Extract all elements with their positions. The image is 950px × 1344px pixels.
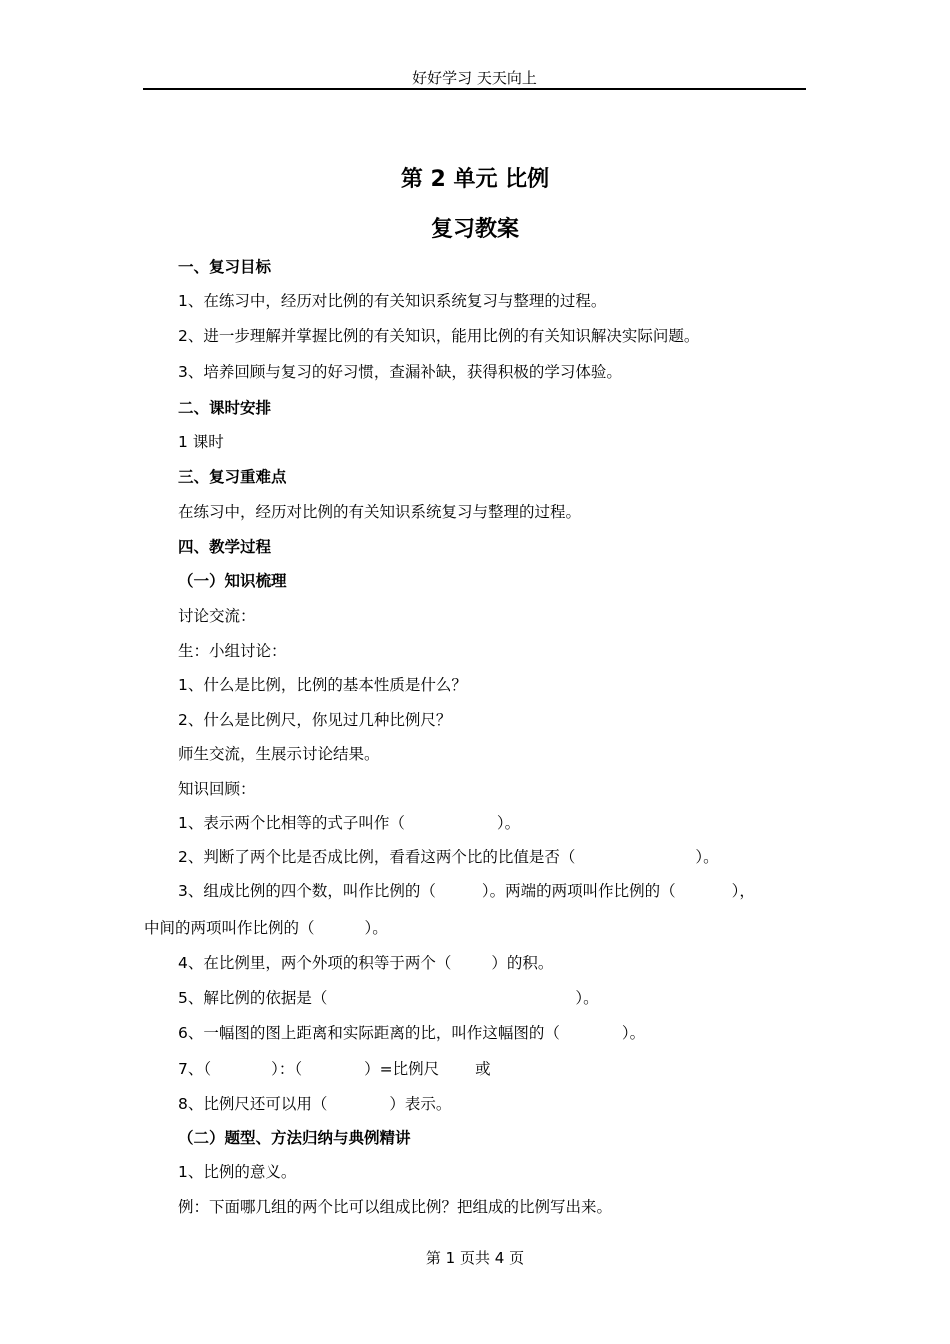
share-text: 师生交流，生展示讨论结果。 xyxy=(178,745,380,763)
question-2: 2、什么是比例尺，你见过几种比例尺？ xyxy=(178,711,452,729)
section-2-heading: 二、课时安排 xyxy=(178,399,272,417)
fill-item-1 xyxy=(178,811,520,835)
review-label: 知识回顾： xyxy=(178,780,256,798)
fill-item-4 xyxy=(178,951,553,975)
fill-3-text-b: ）。两端的两项叫作比例的（ xyxy=(481,882,676,900)
fill-5-text-a: 5、解比例的依据是（ xyxy=(178,989,328,1007)
fill-2-text-b: ）。 xyxy=(695,848,719,866)
fill-1-text-b: ）。 xyxy=(496,814,521,832)
section-4-heading: 四、教学过程 xyxy=(178,538,272,556)
part2-item-1: 1、比例的意义。 xyxy=(178,1163,297,1181)
section-3-heading: 三、复习重难点 xyxy=(178,468,287,486)
question-1: 1、什么是比例，比例的基本性质是什么？ xyxy=(178,676,467,694)
subsection-2-heading: （二）题型、方法归纳与典例精讲 xyxy=(178,1129,411,1147)
fill-3-text-a: 3、组成比例的四个数，叫作比例的（ xyxy=(178,882,436,900)
fill-3-text-c: ）， xyxy=(731,882,755,900)
fill-6-text-a: 6、一幅图的图上距离和实际距离的比，叫作这幅图的（ xyxy=(178,1024,560,1042)
fill-4-text-b: ）的积。 xyxy=(491,954,554,972)
fill-item-2 xyxy=(178,845,719,869)
fill-6-text-b: ）。 xyxy=(621,1024,646,1042)
fill-4-text-a: 4、在比例里，两个外项的积等于两个（ xyxy=(178,954,452,972)
objective-item-3: 3、培养回顾与复习的好习惯，查漏补缺，获得积极的学习体验。 xyxy=(178,363,622,381)
section-1-heading: 一、复习目标 xyxy=(178,258,272,276)
fill-7-text-d: 或 xyxy=(475,1060,491,1078)
fill-7-text-b: ）：（ xyxy=(271,1060,303,1078)
page-header-motto: 好好学习 天天向上 xyxy=(412,69,537,87)
fill-5-text-b: ）。 xyxy=(575,989,599,1007)
student-group-label: 生：小组讨论： xyxy=(178,642,287,660)
unit-title: 第 2 单元 比例 xyxy=(400,167,550,192)
fill-item-8 xyxy=(178,1092,451,1116)
page-footer: 第 1 页共 4 页 xyxy=(425,1249,525,1267)
fill-7-text-a: 7、（ xyxy=(178,1060,212,1078)
header-rule xyxy=(143,88,806,90)
objective-item-2: 2、进一步理解并掌握比例的有关知识，能用比例的有关知识解决实际问题。 xyxy=(178,327,700,345)
fill-item-6 xyxy=(178,1021,645,1045)
fill-3-text-e: ）。 xyxy=(364,919,388,937)
example-text: 例：下面哪几组的两个比可以组成比例？把组成的比例写出来。 xyxy=(178,1198,613,1216)
section-3-text: 在练习中，经历对比例的有关知识系统复习与整理的过程。 xyxy=(178,503,582,521)
discussion-label: 讨论交流： xyxy=(178,607,256,625)
fill-8-text-a: 8、比例尺还可以用（ xyxy=(178,1095,328,1113)
fill-3-text-d: 中间的两项叫作比例的（ xyxy=(144,919,315,937)
fill-1-text-a: 1、表示两个比相等的式子叫作（ xyxy=(178,814,405,832)
section-2-text: 1 课时 xyxy=(178,433,224,451)
fill-item-3-continued xyxy=(144,916,388,940)
fill-item-3 xyxy=(178,879,755,903)
fill-8-text-b: ）表示。 xyxy=(389,1095,452,1113)
objective-item-1: 1、在练习中，经历对比例的有关知识系统复习与整理的过程。 xyxy=(178,292,607,310)
subsection-1-heading: （一）知识梳理 xyxy=(178,572,287,590)
fill-item-7 xyxy=(178,1057,491,1081)
fill-7-text-c: ）=比例尺 xyxy=(364,1060,440,1078)
fill-2-text-a: 2、判断了两个比是否成比例，看看这两个比的比值是否（ xyxy=(178,848,576,866)
fill-item-5 xyxy=(178,986,599,1010)
document-title: 复习教案 xyxy=(430,217,519,242)
